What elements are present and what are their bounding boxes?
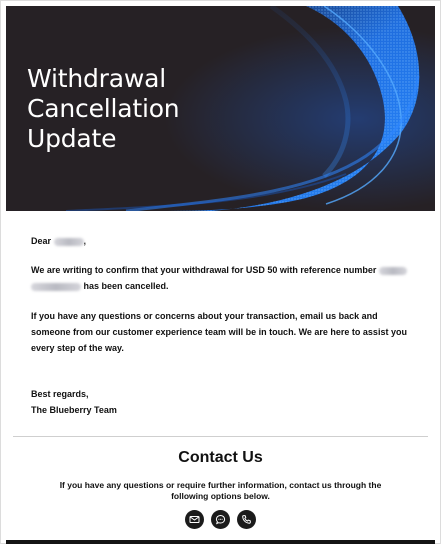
salutation-punctuation: , — [83, 236, 87, 246]
salutation: Dear — [31, 236, 52, 246]
hero-title-line: Withdrawal — [27, 64, 166, 93]
redacted-reference — [379, 267, 407, 275]
email-icon[interactable] — [185, 510, 204, 529]
footer-bar — [6, 540, 435, 544]
confirmation-paragraph — [31, 262, 409, 294]
divider — [13, 436, 428, 437]
support-paragraph: If you have any questions or concerns about your transaction, email us back and someone from our customer experience team will be in touch. We are here to assist you every step of the way. — [31, 311, 407, 353]
contact-title: Contact Us — [178, 449, 263, 466]
redacted-reference — [31, 283, 81, 291]
confirmation-text-end: has been cancelled. — [83, 281, 169, 291]
confirmation-text: We are writing to confirm that your withdrawal for USD 50 with reference number — [31, 265, 377, 275]
signoff: Best regards, — [31, 389, 89, 399]
hero-title-line: Cancellation — [27, 94, 180, 123]
greeting — [31, 233, 409, 249]
contact-text: If you have any questions or require further information, contact us through the following options below. — [59, 480, 382, 501]
hero-banner — [6, 6, 435, 211]
hero-title-line: Update — [27, 124, 117, 153]
signature: The Blueberry Team — [31, 405, 117, 415]
hero-title — [27, 64, 247, 154]
phone-icon[interactable] — [237, 510, 256, 529]
redacted-name — [54, 238, 84, 246]
contact-options — [0, 510, 441, 530]
chat-icon[interactable] — [211, 510, 230, 529]
